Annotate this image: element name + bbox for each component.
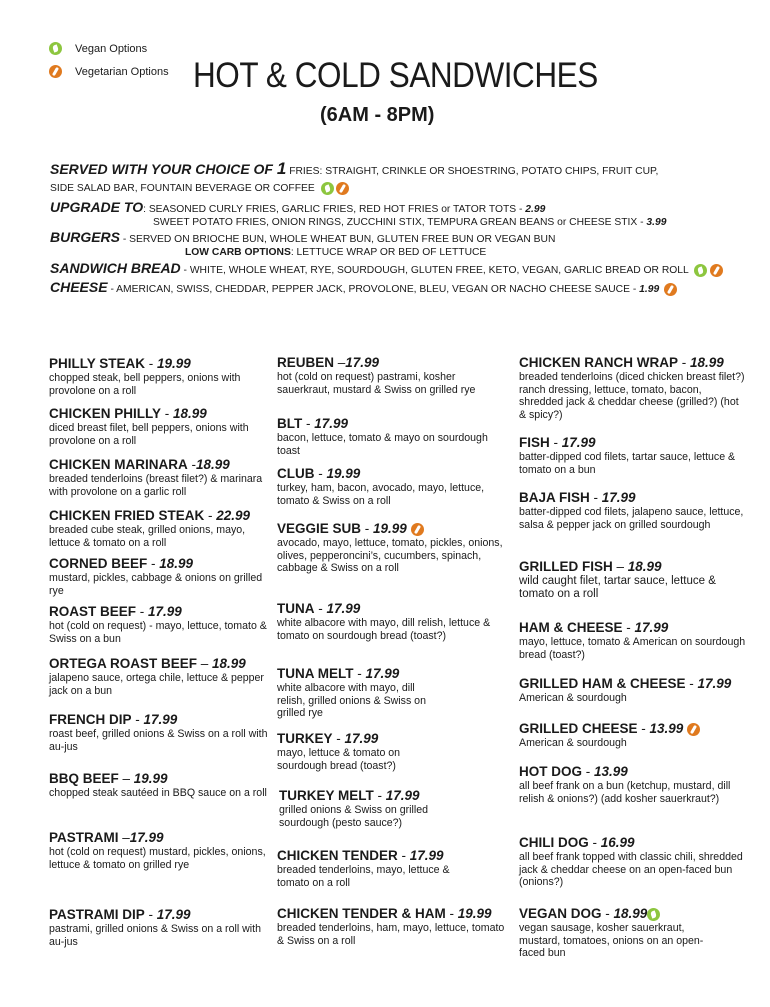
item-name: HAM & CHEESE [519,620,623,635]
menu-item: FISH - 17.99 batter-dipped cod filets, tartar sauce, lettuce & tomato on a bun [519,435,747,476]
menu-item: TURKEY MELT - 17.99 grilled onions & Swiss on grilled sourdough (pesto sauce?) [279,788,507,829]
legend-vegan-label: Vegan Options [75,42,148,55]
menu-item: CHICKEN RANCH WRAP - 18.99 breaded tenderloins (diced chicken breast filet?) ranch dressing, lettuce, tomato, bacon, shredded jack & cheddar cheese (grilled?) (hot & spicy?) [519,355,747,421]
menu-item: FRENCH DIP - 17.99 roast beef, grilled onions & Swiss on a roll with au-jus [49,712,277,753]
item-description: American & sourdough [519,692,627,704]
carrot-icon [664,283,677,296]
item-description: jalapeno sauce, ortega chile, lettuce & pepper jack on a bun [49,672,264,697]
page-title: HOT & COLD SANDWICHES [193,56,598,95]
item-name: CORNED BEEF [49,556,148,571]
menu-item: VEGAN DOG - 18.99 vegan sausage, kosher sauerkraut, mustard, tomatoes, onions on an open-faced bun [519,906,747,960]
item-description: diced breast filet, bell peppers, onions with provolone on a roll [49,422,249,447]
item-price: 17.99 [697,676,732,691]
item-price: 18.99 [159,556,194,571]
item-price: 17.99 [314,416,349,431]
low-carb-line: LOW CARB OPTIONS: LETTUCE WRAP OR BED OF LETTUCE [185,247,487,258]
menu-item: CLUB - 19.99 turkey, ham, bacon, avocado, mayo, lettuce, tomato & Swiss on a roll [277,466,505,507]
item-name: HOT DOG [519,764,582,779]
item-description: wild caught filet, tartar sauce, lettuce & tomato on a roll [519,575,716,600]
item-price: 18.99 [173,406,207,421]
menu-item: TUNA MELT - 17.99 white albacore with mayo, dill relish, grilled onions & Swiss on grilled rye [277,666,505,720]
carrot-icon [687,723,700,736]
item-description: breaded tenderloins, ham, mayo, lettuce, tomato & Swiss on a roll [277,922,505,947]
upgrade-line-2: SWEET POTATO FRIES, ONION RINGS, ZUCCHINI STIX, TEMPURA GREAN BEANS or CHEESE STIX - 3.99 [153,217,667,228]
menu-item: VEGGIE SUB - 19.99 avocado, mayo, lettuce, tomato, pickles, onions, olives, pepperoncini’s, cucumbers, spinach, cabbage & Swiss on a roll [277,521,505,575]
info-block [50,159,750,303]
item-name: VEGAN DOG [519,906,602,921]
item-name: REUBEN [277,355,335,370]
item-name: CLUB [277,466,315,481]
upgrade-line: UPGRADE TO: SEASONED CURLY FRIES, GARLIC FRIES, RED HOT FRIES or TATOR TOTS - 2.99 [50,199,546,215]
carrot-icon [336,182,349,195]
item-name: CHICKEN TENDER & HAM [277,906,446,921]
item-price: 19.99 [157,356,191,371]
item-name: GRILLED FISH [519,559,613,574]
item-description: hot (cold on request) - mayo, lettuce, tomato & Swiss on a bun [49,620,267,645]
item-name: BBQ BEEF [49,771,119,786]
menu-item: CHICKEN TENDER & HAM - 19.99 breaded tenderloins, ham, mayo, lettuce, tomato & Swiss on a roll [277,906,505,947]
item-price: 19.99 [457,906,492,921]
item-price: 18.99 [196,457,230,472]
item-description: breaded cube steak, grilled onions, mayo, lettuce & tomato on a roll [49,524,246,549]
item-description: roast beef, grilled onions & Swiss on a roll with au-jus [49,728,268,753]
item-name: GRILLED CHEESE [519,721,638,736]
menu-item: BLT - 17.99 bacon, lettuce, tomato & mayo on sourdough toast [277,416,505,457]
item-price: 17.99 [326,601,361,616]
item-name: CHICKEN TENDER [277,848,398,863]
item-price: 19.99 [326,466,361,481]
item-name: CHICKEN PHILLY [49,406,162,421]
served-line: SERVED WITH YOUR CHOICE OF 1 FRIES: STRAIGHT, CRINKLE OR SHOESTRING, POTATO CHIPS, FRUIT CUP, [50,159,659,178]
hours: (6AM - 8PM) [320,104,435,126]
item-price: 18.99 [627,559,662,574]
item-name: PASTRAMI DIP [49,907,145,922]
item-description: all beef frank on a bun (ketchup, mustard, dill relish & onions?) (add kosher sauerkraut?) [519,780,731,805]
legend-vegetarian-label: Vegetarian Options [75,65,169,78]
menu-item: GRILLED FISH – 18.99 wild caught filet, tartar sauce, lettuce & tomato on a roll [519,559,747,601]
item-description: turkey, ham, bacon, avocado, mayo, lettuce, tomato & Swiss on a roll [277,482,485,507]
item-price: 17.99 [561,435,596,450]
leaf-icon [321,182,334,195]
menu-item: GRILLED HAM & CHEESE - 17.99 American & sourdough [519,676,747,705]
item-name: TURKEY MELT [279,788,374,803]
item-price: 17.99 [634,620,669,635]
served-line-2: SIDE SALAD BAR, FOUNTAIN BEVERAGE OR COFFEE [50,182,349,195]
item-description: vegan sausage, kosher sauerkraut, mustard, tomatoes, onions on an open-faced bun [519,922,704,959]
menu-item: PASTRAMI –17.99 hot (cold on request) mustard, pickles, onions, lettuce & tomato on grilled rye [49,830,277,871]
item-description: hot (cold on request) mustard, pickles, onions, lettuce & tomato on grilled rye [49,846,266,871]
item-description: white albacore with mayo, dill relish, grilled onions & Swiss on grilled rye [277,682,426,719]
item-description: batter-dipped cod filets, jalapeno sauce, lettuce, salsa & pepper jack on grilled sourdough [519,506,744,531]
item-name: BLT [277,416,303,431]
menu-item: TURKEY - 17.99 mayo, lettuce & tomato on sourdough bread (toast?) [277,731,505,772]
item-description: American & sourdough [519,737,627,749]
item-description: batter-dipped cod filets, tartar sauce, lettuce & tomato on a bun [519,451,736,476]
item-price: 18.99 [613,906,648,921]
menu-item: CHICKEN PHILLY - 18.99 diced breast filet, bell peppers, onions with provolone on a roll [49,406,277,447]
leaf-icon [49,42,62,55]
menu-item: ROAST BEEF - 17.99 hot (cold on request) - mayo, lettuce, tomato & Swiss on a bun [49,604,277,645]
item-description: breaded tenderloins, mayo, lettuce & tomato on a roll [277,864,450,889]
item-name: CHICKEN FRIED STEAK [49,508,205,523]
bread-line: SANDWICH BREAD - WHITE, WHOLE WHEAT, RYE, SOURDOUGH, GLUTEN FREE, KETO, VEGAN, GARLIC BREAD OR ROLL [50,262,723,277]
item-name: TUNA MELT [277,666,354,681]
menu-item: CORNED BEEF - 18.99 mustard, pickles, cabbage & onions on grilled rye [49,556,277,597]
item-name: GRILLED HAM & CHEESE [519,676,686,691]
item-description: all beef frank topped with classic chili, shredded jack & cheddar cheese on an open-faced bun (onions?) [519,851,743,888]
item-description: bacon, lettuce, tomato & mayo on sourdough toast [277,432,488,457]
item-name: FRENCH DIP [49,712,132,727]
item-name: CHILI DOG [519,835,589,850]
leaf-icon [647,908,660,921]
menu-item: HOT DOG - 13.99 all beef frank on a bun (ketchup, mustard, dill relish & onions?) (add kosher sauerkraut?) [519,764,747,805]
item-price: 19.99 [133,771,168,786]
legend-vegetarian [49,65,169,78]
menu-item: CHICKEN MARINARA -18.99 breaded tenderloins (breast filet?) & marinara with provolone on a garlic roll [49,457,277,498]
item-price: 17.99 [385,788,420,803]
item-price: 18.99 [212,656,246,671]
item-description: chopped steak, bell peppers, onions with provolone on a roll [49,372,241,397]
item-price: 22.99 [216,508,251,523]
item-name: TUNA [277,601,315,616]
cheese-line: CHEESE - AMERICAN, SWISS, CHEDDAR, PEPPER JACK, PROVOLONE, BLEU, VEGAN OR NACHO CHEESE SAUCE - 1.99 [50,281,677,296]
item-price: 17.99 [148,604,182,619]
item-price: 18.99 [690,355,724,370]
item-price: 13.99 [649,721,684,736]
item-price: 17.99 [143,712,178,727]
menu-item: BAJA FISH - 17.99 batter-dipped cod filets, jalapeno sauce, lettuce, salsa & pepper jack on grilled sourdough [519,490,747,531]
menu-item: CHILI DOG - 16.99 all beef frank topped with classic chili, shredded jack & cheddar cheese on an open-faced bun (onions?) [519,835,747,889]
item-description: pastrami, grilled onions & Swiss on a roll with au-jus [49,923,261,948]
menu-item: PHILLY STEAK - 19.99 chopped steak, bell peppers, onions with provolone on a roll [49,356,277,397]
item-name: ROAST BEEF [49,604,137,619]
item-price: 19.99 [373,521,407,536]
carrot-icon [411,523,424,536]
menu-item: HAM & CHEESE - 17.99 mayo, lettuce, tomato & American on sourdough bread (toast?) [519,620,746,661]
item-name: FISH [519,435,550,450]
carrot-icon [710,264,723,277]
menu-item: GRILLED CHEESE - 13.99 American & sourdough [519,721,747,750]
item-description: breaded tenderloins (breast filet?) & marinara with provolone on a garlic roll [49,473,263,498]
menu-item: CHICKEN FRIED STEAK - 22.99 breaded cube steak, grilled onions, mayo, lettuce & tomato on a roll [49,508,277,549]
item-description: mustard, pickles, cabbage & onions on grilled rye [49,572,263,597]
item-name: TURKEY [277,731,333,746]
menu-item: PASTRAMI DIP - 17.99 pastrami, grilled onions & Swiss on a roll with au-jus [49,907,277,948]
item-price: 17.99 [129,830,164,845]
item-name: CHICKEN MARINARA [49,457,188,472]
item-name: VEGGIE SUB [277,521,362,536]
item-price: 17.99 [409,848,444,863]
menu-item: TUNA - 17.99 white albacore with mayo, dill relish, lettuce & tomato on sourdough bread (toast?) [277,601,505,642]
item-price: 17.99 [365,666,400,681]
burgers-line: BURGERS - SERVED ON BRIOCHE BUN, WHOLE WHEAT BUN, GLUTEN FREE BUN OR VEGAN BUN [50,229,556,245]
item-name: CHICKEN RANCH WRAP [519,355,678,370]
menu-item: BBQ BEEF – 19.99 chopped steak sautéed in BBQ sauce on a roll [49,771,277,800]
item-price: 17.99 [344,731,379,746]
legend-vegan [49,42,147,55]
item-name: ORTEGA ROAST BEEF [49,656,198,671]
item-price: 13.99 [594,764,628,779]
item-description: breaded tenderloins (diced chicken breast filet?) ranch dressing, lettuce, tomato, bacon, shredded jack & cheddar cheese (grilled?) (hot & spicy?) [519,371,745,421]
item-name: PASTRAMI [49,830,119,845]
menu-item: ORTEGA ROAST BEEF – 18.99 jalapeno sauce, ortega chile, lettuce & pepper jack on a bun [49,656,277,697]
leaf-icon [694,264,707,277]
item-price: 17.99 [156,907,191,922]
item-name: PHILLY STEAK [49,356,146,371]
item-price: 17.99 [601,490,636,505]
item-name: BAJA FISH [519,490,590,505]
menu-item: REUBEN –17.99 hot (cold on request) pastrami, kosher sauerkraut, mustard & Swiss on grilled rye [277,355,505,396]
item-description: mayo, lettuce, tomato & American on sourdough bread (toast?) [519,636,746,661]
item-description: chopped steak sautéed in BBQ sauce on a roll [49,787,267,799]
item-price: 17.99 [345,355,380,370]
item-description: grilled onions & Swiss on grilled sourdough (pesto sauce?) [279,804,428,829]
carrot-icon [49,65,62,78]
menu-item: CHICKEN TENDER - 17.99 breaded tenderloins, mayo, lettuce & tomato on a roll [277,848,505,889]
item-price: 16.99 [600,835,635,850]
item-description: mayo, lettuce & tomato on sourdough bread (toast?) [277,747,401,772]
item-description: avocado, mayo, lettuce, tomato, pickles, onions, olives, pepperoncini’s, cucumbers, spinach, cabbage & Swiss on a roll [277,537,503,574]
item-description: hot (cold on request) pastrami, kosher sauerkraut, mustard & Swiss on grilled rye [277,371,476,396]
item-description: white albacore with mayo, dill relish, lettuce & tomato on sourdough bread (toast?) [277,617,491,642]
